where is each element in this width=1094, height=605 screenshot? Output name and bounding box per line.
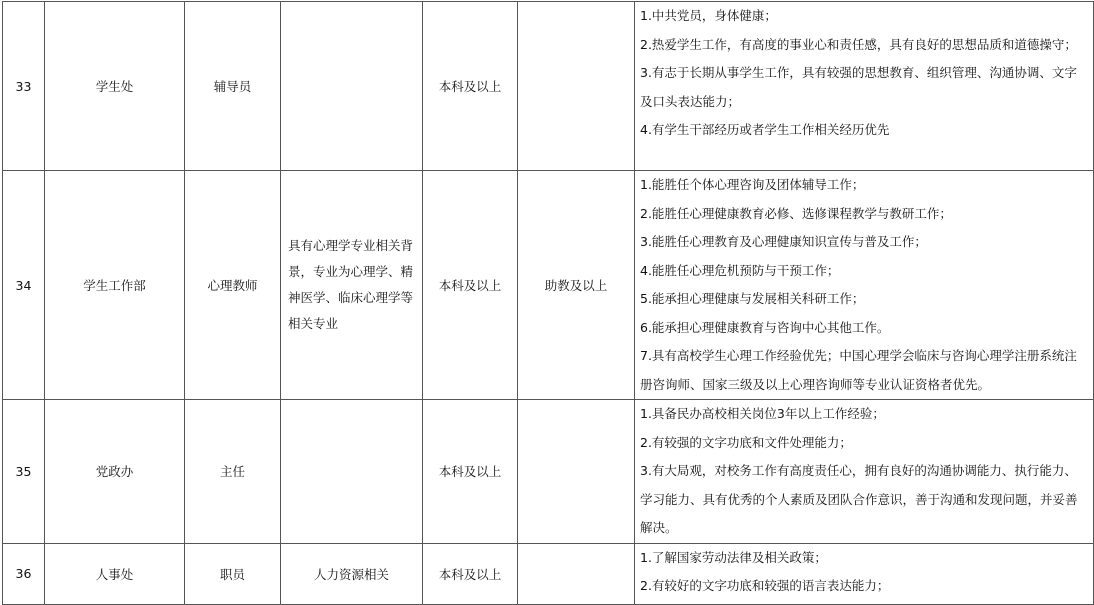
row-number: 34 bbox=[3, 171, 45, 400]
requirement-item: 7.具有高校学生心理工作经验优先；中国心理学会临床与咨询心理学注册系统注册咨询师、国家三级及以上心理咨询师等专业认证资格者优先。 bbox=[640, 348, 1077, 392]
education-cell: 本科及以上 bbox=[423, 2, 518, 171]
major-cell: 人力资源相关 bbox=[281, 543, 423, 604]
row-number: 33 bbox=[3, 2, 45, 171]
major-cell bbox=[281, 2, 423, 171]
table-row bbox=[3, 543, 1094, 604]
education-cell: 本科及以上 bbox=[423, 543, 518, 604]
title-cell bbox=[518, 400, 635, 544]
row-number: 35 bbox=[3, 400, 45, 544]
department-cell: 学生处 bbox=[45, 2, 185, 171]
requirement-item: 1.具备民办高校相关岗位3年以上工作经验； bbox=[640, 406, 885, 421]
requirement-item: 3.有志于长期从事学生工作，具有较强的思想教育、组织管理、沟通协调、文字及口头表达能力； bbox=[640, 65, 1077, 109]
position-cell: 主任 bbox=[185, 400, 281, 544]
requirements-cell bbox=[635, 2, 1094, 171]
education-cell: 本科及以上 bbox=[423, 171, 518, 400]
title-cell bbox=[518, 2, 635, 171]
requirement-item: 2.有较好的文字功底和较强的语言表达能力； bbox=[640, 578, 890, 593]
department-cell: 党政办 bbox=[45, 400, 185, 544]
requirement-item: 1.了解国家劳动法律及相关政策； bbox=[640, 549, 827, 565]
requirement-item: 2.能胜任心理健康教育必修、选修课程教学与教研工作； bbox=[640, 205, 952, 221]
row-number: 36 bbox=[3, 543, 45, 604]
requirement-item: 6.能承担心理健康教育与咨询中心其他工作。 bbox=[640, 319, 890, 335]
education-cell: 本科及以上 bbox=[423, 400, 518, 544]
requirement-item: 1.中共党员，身体健康； bbox=[640, 8, 777, 23]
table-row bbox=[3, 2, 1094, 171]
title-cell: 助教及以上 bbox=[518, 171, 635, 400]
position-cell: 心理教师 bbox=[185, 171, 281, 400]
position-cell: 职员 bbox=[185, 543, 281, 604]
requirement-item: 4.能胜任心理危机预防与干预工作； bbox=[640, 262, 840, 278]
title-cell bbox=[518, 543, 635, 604]
requirement-item: 1.能胜任个体心理咨询及团体辅导工作； bbox=[640, 177, 865, 192]
department-cell: 学生工作部 bbox=[45, 171, 185, 400]
requirement-item: 4.有学生干部经历或者学生工作相关经历优先 bbox=[640, 122, 890, 137]
table-row bbox=[3, 400, 1094, 544]
major-cell bbox=[281, 400, 423, 544]
requirements-cell bbox=[635, 543, 1094, 604]
recruitment-table bbox=[2, 1, 1094, 605]
requirement-item: 2.有较强的文字功底和文件处理能力； bbox=[640, 434, 852, 450]
requirement-item: 2.热爱学生工作，有高度的事业心和责任感，具有良好的思想品质和道德操守； bbox=[640, 36, 1077, 52]
major-cell: 具有心理学专业相关背景，专业为心理学、精神医学、临床心理学等相关专业 bbox=[281, 171, 423, 400]
requirements-cell bbox=[635, 400, 1094, 544]
department-cell: 人事处 bbox=[45, 543, 185, 604]
requirement-item: 3.能胜任心理教育及心理健康知识宣传与普及工作； bbox=[640, 234, 927, 249]
position-cell: 辅导员 bbox=[185, 2, 281, 171]
requirement-item: 5.能承担心理健康与发展相关科研工作； bbox=[640, 291, 865, 306]
table-row bbox=[3, 171, 1094, 400]
requirements-cell bbox=[635, 171, 1094, 400]
requirement-item: 3.有大局观，对校务工作有高度责任心，拥有良好的沟通协调能力、执行能力、学习能力、具有优秀的个人素质及团队合作意识，善于沟通和发现问题，并妥善解决。 bbox=[640, 463, 1078, 535]
